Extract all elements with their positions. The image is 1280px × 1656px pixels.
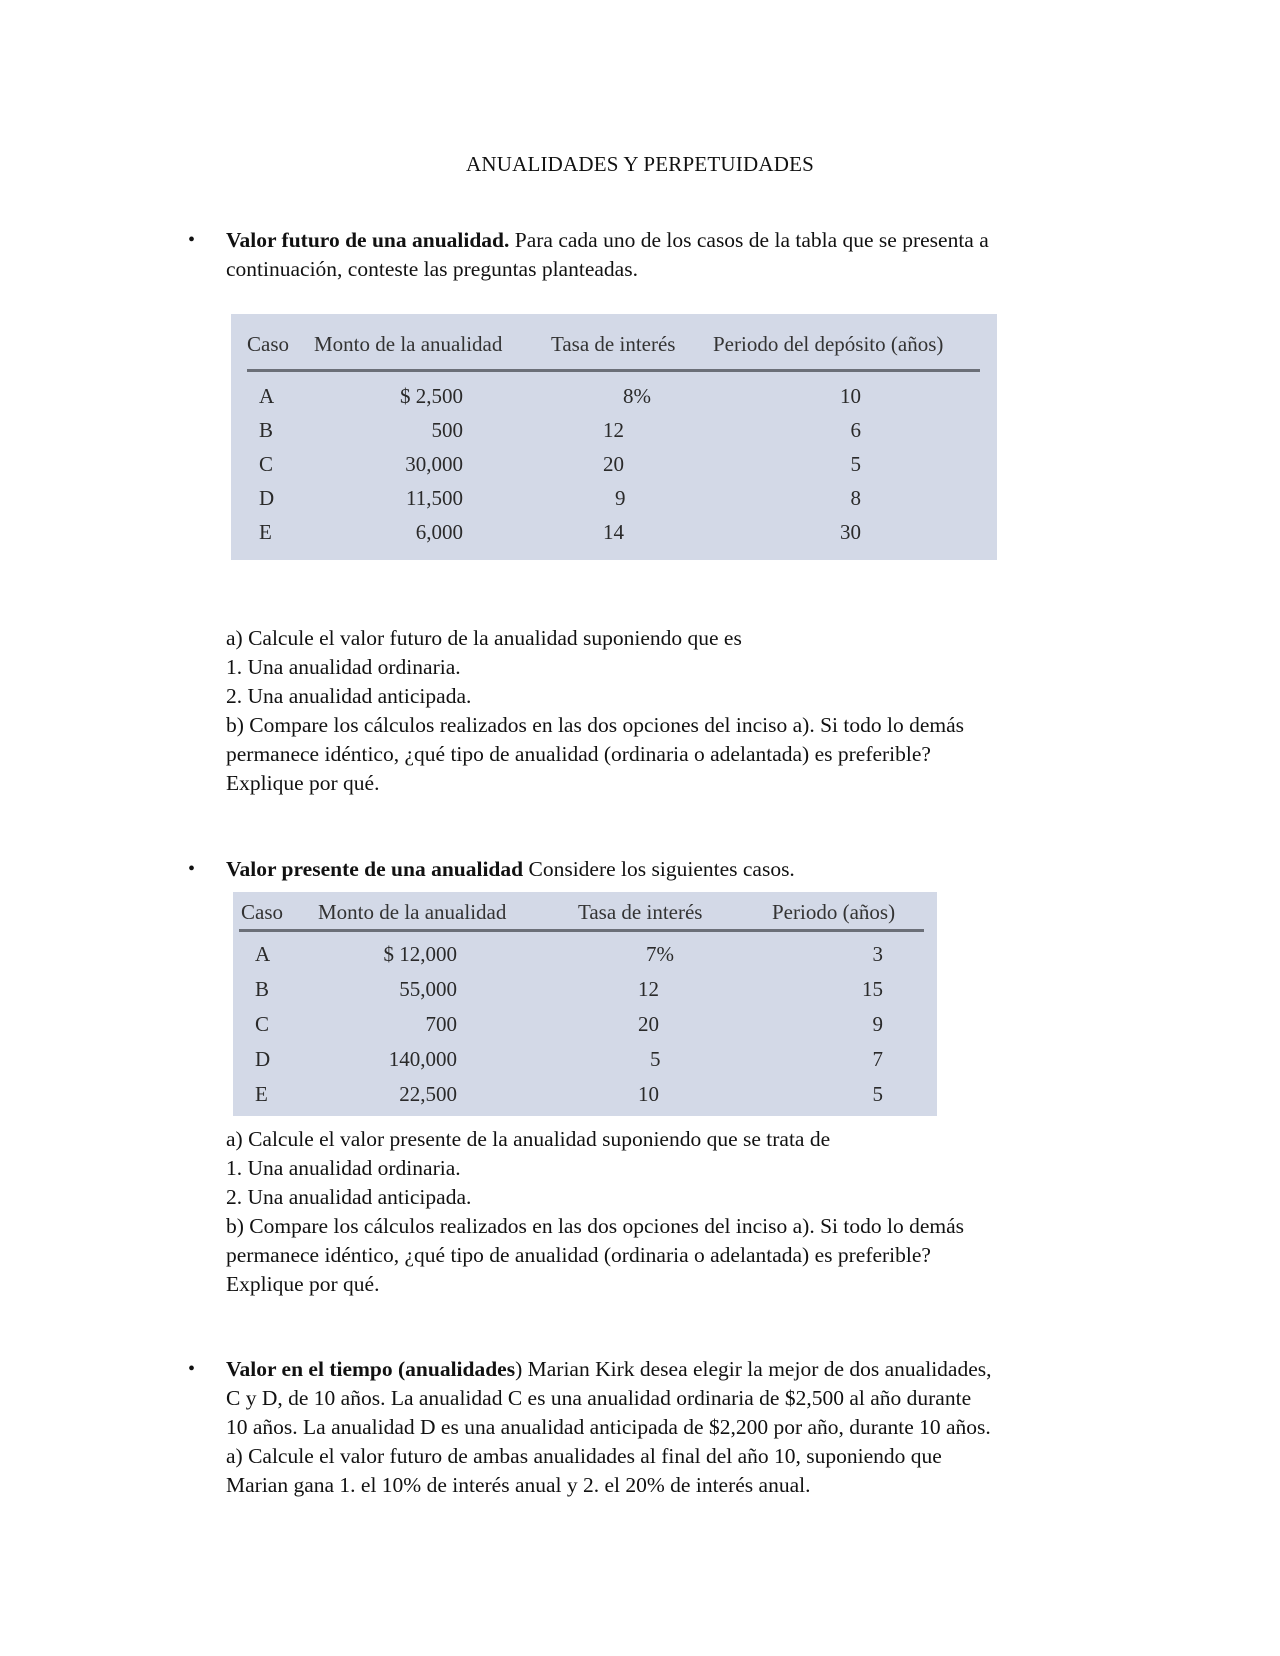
- table1-cell: B: [259, 418, 274, 442]
- table1-header-caso: Caso: [247, 332, 289, 356]
- table1-cell: 5: [850, 452, 861, 476]
- question-line: permanece idéntico, ¿qué tipo de anualidad (ordinaria o adelantada) es preferible?: [226, 742, 931, 766]
- bullet-1: •: [188, 229, 196, 251]
- question-line: 1. Una anualidad ordinaria.: [226, 655, 461, 679]
- table1-cell: 14: [603, 520, 624, 544]
- section3-heading: Valor en el tiempo (anualidades: [226, 1357, 516, 1381]
- table1-cell: 9: [615, 486, 626, 510]
- bullet-3: •: [188, 1358, 196, 1380]
- section3-line: C y D, de 10 años. La anualidad C es una anualidad ordinaria de $2,500 al año durante: [226, 1386, 972, 1410]
- table2-cell: A: [255, 942, 271, 966]
- section1-intro-line2: continuación, conteste las preguntas planteadas.: [226, 257, 638, 281]
- table2-header-monto: Monto de la anualidad: [318, 900, 507, 924]
- section1-questions: [226, 624, 1146, 798]
- table2-cell: 12: [638, 977, 659, 1001]
- table2-cell: 7%: [646, 942, 674, 966]
- table2-cell: $ 12,000: [383, 942, 457, 966]
- section2-intro-text: Considere los siguientes casos.: [523, 857, 795, 881]
- section1-heading: Valor futuro de una anualidad.: [226, 228, 510, 252]
- table2-cell: 3: [872, 942, 883, 966]
- question-line: b) Compare los cálculos realizados en las dos opciones del inciso a). Si todo lo demás: [226, 1214, 964, 1238]
- table2-cell: 140,000: [388, 1047, 457, 1071]
- table1-cell: 30: [840, 520, 861, 544]
- future-value-table: [231, 314, 997, 560]
- table2-cell: 20: [638, 1012, 659, 1036]
- section3-line: Marian gana 1. el 10% de interés anual y 2. el 20% de interés anual.: [226, 1473, 811, 1497]
- table2-cell: C: [255, 1012, 270, 1036]
- section2-heading: Valor presente de una anualidad: [226, 857, 524, 881]
- question-line: Explique por qué.: [226, 1272, 380, 1296]
- table1-cell: 8%: [623, 384, 651, 408]
- section1-intro-line1: Para cada uno de los casos de la tabla que se presenta a: [509, 228, 989, 252]
- table1-cell: 8: [850, 486, 861, 510]
- question-line: 1. Una anualidad ordinaria.: [226, 1156, 461, 1180]
- table1-cell: 10: [840, 384, 861, 408]
- table2-cell: 9: [872, 1012, 883, 1036]
- table1-cell: D: [259, 486, 275, 510]
- table2-cell: B: [255, 977, 270, 1001]
- table2-cell: 5: [650, 1047, 661, 1071]
- table1-cell: 11,500: [406, 486, 463, 510]
- table2-header-tasa: Tasa de interés: [578, 900, 703, 924]
- table2-header-periodo: Periodo (años): [772, 900, 896, 924]
- section3-line: a) Calcule el valor futuro de ambas anualidades al final del año 10, suponiendo que: [226, 1444, 942, 1468]
- section3-line: 10 años. La anualidad D es una anualidad anticipada de $2,200 por año, durante 10 años.: [226, 1415, 991, 1439]
- table1-header-monto: Monto de la anualidad: [314, 332, 503, 356]
- table1-header-rule: [247, 369, 980, 372]
- table2-cell: E: [255, 1082, 268, 1106]
- table1-cell: A: [259, 384, 275, 408]
- section2-intro: [226, 855, 1146, 884]
- table2-cell: 22,500: [399, 1082, 457, 1106]
- table2-header-caso: Caso: [241, 900, 283, 924]
- document-title: ANUALIDADES Y PERPETUIDADES: [465, 152, 814, 176]
- section1-intro: [226, 226, 1146, 284]
- table1-cell: E: [259, 520, 272, 544]
- table2-cell: 15: [862, 977, 883, 1001]
- table2-cell: 700: [425, 1012, 457, 1036]
- question-line: 2. Una anualidad anticipada.: [226, 1185, 472, 1209]
- question-line: a) Calcule el valor futuro de la anualidad suponiendo que es: [226, 626, 742, 650]
- table1-cell: 6,000: [415, 520, 463, 544]
- question-line: permanece idéntico, ¿qué tipo de anualidad (ordinaria o adelantada) es preferible?: [226, 1243, 931, 1267]
- table2-header-rule: [239, 929, 924, 932]
- table1-cell: 20: [603, 452, 624, 476]
- table2-cell: 5: [872, 1082, 883, 1106]
- table1-header-periodo: Periodo del depósito (años): [713, 332, 944, 356]
- table1-cell: 6: [850, 418, 861, 442]
- section2-questions: [226, 1125, 1146, 1299]
- table2-cell: 55,000: [399, 977, 457, 1001]
- present-value-table: [233, 892, 937, 1116]
- section3-line1-rest: ) Marian Kirk desea elegir la mejor de dos anualidades,: [515, 1357, 992, 1381]
- table2-cell: 7: [872, 1047, 883, 1071]
- table1-cell: 12: [603, 418, 624, 442]
- section3-body: [226, 1355, 1146, 1500]
- table1-cell: 500: [431, 418, 463, 442]
- question-line: 2. Una anualidad anticipada.: [226, 684, 472, 708]
- question-line: a) Calcule el valor presente de la anualidad suponiendo que se trata de: [226, 1127, 831, 1151]
- question-line: Explique por qué.: [226, 771, 380, 795]
- table2-cell: 10: [638, 1082, 659, 1106]
- question-line: b) Compare los cálculos realizados en las dos opciones del inciso a). Si todo lo demás: [226, 713, 964, 737]
- table1-cell: C: [259, 452, 274, 476]
- table1-cell: 30,000: [405, 452, 463, 476]
- table1-header-tasa: Tasa de interés: [551, 332, 676, 356]
- table1-cell: $ 2,500: [400, 384, 463, 408]
- table2-cell: D: [255, 1047, 271, 1071]
- bullet-2: •: [188, 858, 196, 880]
